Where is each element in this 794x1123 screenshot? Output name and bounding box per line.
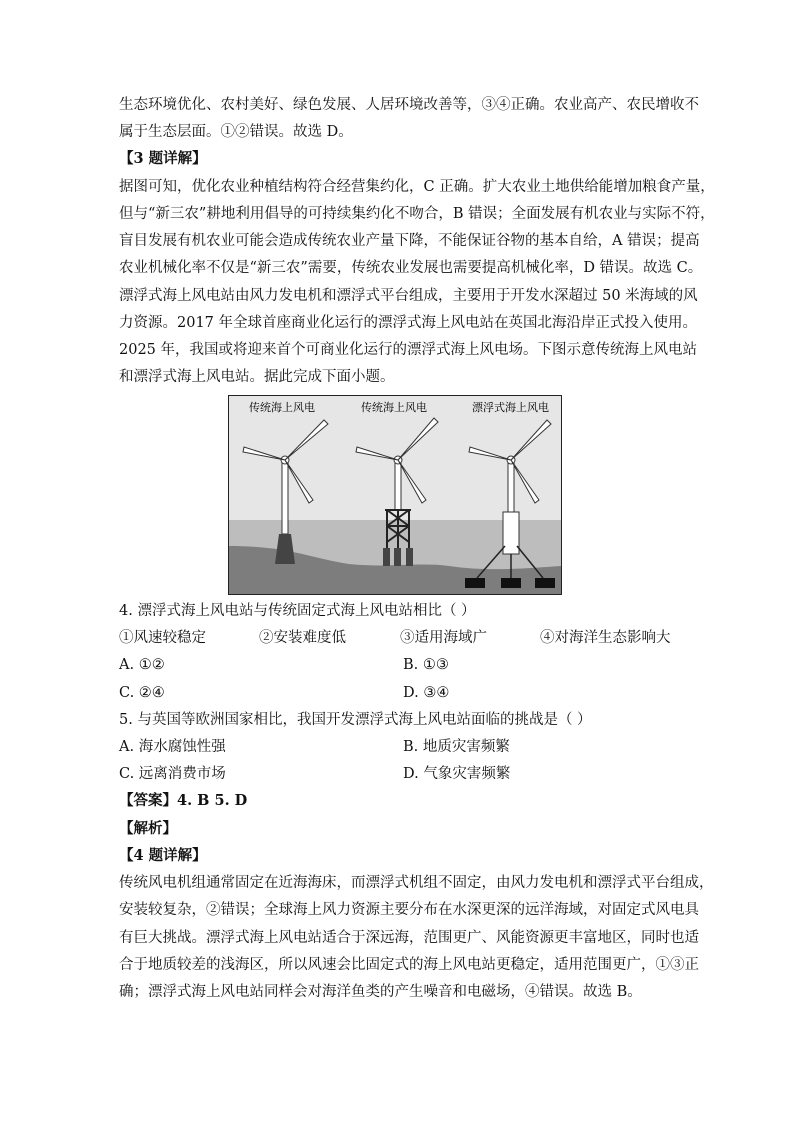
q4-item: ③适用海域广 (400, 630, 487, 646)
q5-option-d: D. 气象灾害频繁 (403, 766, 511, 782)
q5-option-a: A. 海水腐蚀性强 (119, 739, 226, 755)
figure-caption: 传统海上风电 (249, 401, 315, 414)
q4-option-b: B. ①③ (403, 657, 449, 673)
detail-line: 合于地质较差的浅海区，所以风速会比固定式的海上风电站更稳定，适用范围更广，①③正 (119, 957, 699, 973)
detail-line: 有巨大挑战。漂浮式海上风电站适合于深远海，范围更广、风能资源更丰富地区，同时也适 (119, 930, 699, 946)
wind-turbine-figure (228, 395, 562, 595)
text-line: 但与“新三农”耕地利用倡导的可持续集约化不吻合，B 错误；全面发展有机农业与实际不符， (119, 206, 715, 222)
question-5-stem: 5. 与英国等欧洲国家相比，我国开发漂浮式海上风电站面临的挑战是（ ） (119, 712, 592, 728)
text-line: 据图可知，优化农业种植结构符合经营集约化，C 正确。扩大农业土地供给能增加粮食产量， (119, 179, 715, 195)
text-line: 农业机械化率不仅是“新三农”需要，传统农业发展也需要提高机械化率，D 错误。故选 C。 (119, 260, 703, 276)
section-heading: 【3 题详解】 (119, 150, 207, 167)
q4-item: ①风速较稳定 (119, 630, 206, 646)
q4-option-d: D. ③④ (403, 685, 450, 701)
figure-caption: 传统海上风电 (361, 401, 427, 414)
text-line: 力资源。2017 年全球首座商业化运行的漂浮式海上风电站在英国北海沿岸正式投入使用。 (119, 315, 698, 331)
q5-option-c: C. 远离消费市场 (119, 766, 226, 782)
q4-option-a: A. ①② (119, 657, 165, 673)
analysis-heading: 【解析】 (119, 820, 177, 837)
detail-line: 安装较复杂，②错误；全球海上风力资源主要分布在水深更深的远洋海域，对固定式风电具 (119, 902, 699, 918)
text-line: 盲目发展有机农业可能会造成传统农业产量下降，不能保证谷物的基本自给，A 错误；提高 (119, 233, 700, 249)
turbine-illustration (229, 396, 561, 594)
text-line: 漂浮式海上风电站由风力发电机和漂浮式平台组成，主要用于开发水深超过 50 米海域的风 (119, 288, 698, 304)
text-line: 2025 年，我国或将迎来首个可商业化运行的漂浮式海上风电场。下图示意传统海上风电站 (119, 342, 698, 358)
detail-line: 确；漂浮式海上风电站同样会对海洋鱼类的产生噪音和电磁场，④错误。故选 B。 (119, 984, 642, 1000)
q4-item: ②安装难度低 (259, 630, 346, 646)
q4-item: ④对海洋生态影响大 (540, 630, 671, 646)
detail-line: 传统风电机组通常固定在近海海床，而漂浮式机组不固定，由风力发电机和漂浮式平台组成， (119, 875, 714, 891)
text-line: 生态环境优化、农村美好、绿色发展、人居环境改善等，③④正确。农业高产、农民增收不 (119, 97, 699, 113)
answer-line: 【答案】4. B 5. D (119, 792, 248, 809)
question-4-stem: 4. 漂浮式海上风电站与传统固定式海上风电站相比（ ） (119, 603, 476, 619)
q4-option-c: C. ②④ (119, 685, 165, 701)
text-line: 和漂浮式海上风电站。据此完成下面小题。 (119, 369, 395, 385)
text-line: 属于生态层面。①②错误。故选 D。 (119, 124, 353, 140)
figure-caption: 漂浮式海上风电 (472, 401, 549, 414)
detail-heading: 【4 题详解】 (119, 847, 207, 864)
q5-option-b: B. 地质灾害频繁 (403, 739, 510, 755)
